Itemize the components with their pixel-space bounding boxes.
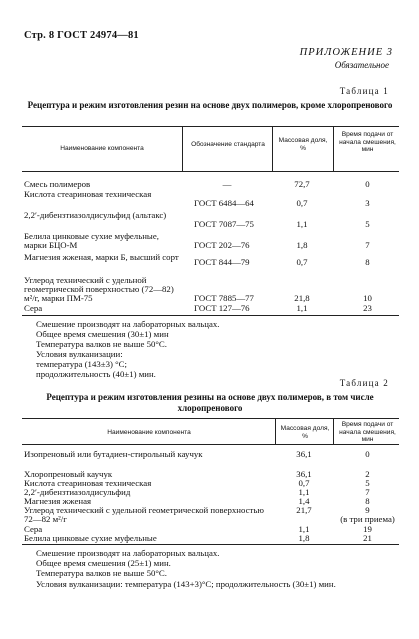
table-row-mass: 1,8	[296, 240, 308, 250]
appendix-title: ПРИЛОЖЕНИЕ 3	[299, 47, 393, 58]
table1-title: Рецептура и режим изготовления резин на основе двух полимеров, кроме хлоропренового	[27, 100, 393, 110]
table-row-name: Изопреновый или бутадиен-стирольный каучук	[24, 449, 203, 459]
table-row-name: Хлоропреновый каучук	[24, 469, 113, 479]
table-row-mass: 1,1	[296, 219, 308, 229]
table2-title: Рецептура и режим изготовления резины на основе двух полимеров, в том числе хлоропренового	[46, 392, 374, 413]
table-row-name: Белила цинковые сухие муфельные, марки БЦО-М	[24, 231, 159, 251]
table-row-mass: 36,1	[296, 449, 312, 459]
table1-bottom-rule	[22, 315, 399, 316]
table1-note: Общее время смешения (30±1) мин	[36, 329, 169, 339]
table1-col-divider	[182, 126, 183, 171]
table1-note: продолжительность (40±1) мин.	[36, 369, 156, 379]
table-row-std: ГОСТ 202—76	[194, 240, 250, 250]
table-row-time: 7	[365, 487, 370, 497]
table-row-time: 9	[365, 505, 370, 515]
table-row-name: Углерод технический с удельной геометрической поверхностью (72—82) м²/г, марки ПМ-75	[24, 275, 174, 304]
table-row-std: ГОСТ 6484—64	[194, 198, 254, 208]
table-row-name: 2,2′-дибензтиазолдисульфид	[24, 487, 131, 497]
page-header: Стр. 8 ГОСТ 24974—81	[24, 30, 139, 41]
table-row-mass: 72,7	[294, 179, 310, 189]
table2-header-name: Наименование компонента	[107, 429, 191, 436]
table-row-name: Сера	[24, 524, 43, 534]
table2-header-mass: Массовая доля, %	[280, 425, 330, 440]
table-row-time: 8	[365, 257, 370, 267]
table1-col-divider	[272, 126, 273, 171]
table1-note: Смешение производят на лабораторных вальцах.	[36, 319, 220, 329]
table-row-std: ГОСТ 127—76	[194, 303, 250, 313]
table2-note: Условия вулканизации: температура (143+3)°С; продолжительность (30±1) мин.	[36, 579, 336, 589]
table2-col-divider	[333, 418, 334, 444]
table1-top-rule	[22, 126, 399, 127]
table1-number: Таблица 1	[339, 86, 389, 96]
table1-note: Температура валков не выше 50°С.	[36, 339, 167, 349]
table1-note: Условия вулканизации:	[36, 349, 123, 359]
table-row-time: 23	[363, 303, 372, 313]
table-row-name: Магнезия жженая, марки Б, высший сорт	[24, 252, 179, 262]
table-row-std: ГОСТ 844—79	[194, 257, 250, 267]
table-row-time: 19	[363, 524, 372, 534]
table-row-time: 8	[365, 496, 370, 506]
table1-header-mass: Массовая доля, %	[278, 137, 328, 152]
table2-col-divider	[275, 418, 276, 444]
table-row-name: Кислота стеариновая техническая	[24, 478, 152, 488]
appendix-status: Обязательное	[334, 60, 389, 70]
table-row-mass: 0,7	[298, 478, 310, 488]
table1-header-std: Обозначение стандарта	[191, 141, 265, 148]
table-row-mass: 1,1	[296, 303, 308, 313]
table-row-time: 3	[365, 198, 370, 208]
table-row-mass: 21,8	[294, 293, 310, 303]
table-row-time: 5	[365, 219, 370, 229]
table-row-name: Кислота стеариновая техническая	[24, 189, 152, 199]
table2-header-time: Время подачи от начала смешения, мин	[339, 421, 396, 444]
table-row-time: 21	[363, 533, 372, 543]
table-row-time: 7	[365, 240, 370, 250]
table-row-name: Углерод технический с удельной геометрической поверхностью 72—82 м²/г	[24, 505, 264, 525]
table-row-mass: 1,1	[298, 524, 310, 534]
table-row-time: 10	[363, 293, 372, 303]
table2-note: Смешение производят на лабораторных вальцах.	[36, 548, 220, 558]
table-row-std: ГОСТ 7087—75	[194, 219, 254, 229]
table1-col-divider	[333, 126, 334, 171]
table-row-name: Сера	[24, 303, 43, 313]
table-row-name: Белила цинковые сухие муфельные	[24, 533, 157, 543]
table-row-name: Смесь полимеров	[24, 179, 91, 189]
table1-header-name: Наименование компонента	[60, 145, 144, 152]
table-row-time: 5	[365, 478, 370, 488]
table-row-time: 2	[365, 469, 370, 479]
table1-header-rule	[22, 171, 399, 172]
table-row-mass: 21,7	[296, 505, 312, 515]
table2-header-rule	[22, 444, 399, 445]
table-row-mass: 1,8	[298, 533, 310, 543]
table-row-mass: 0,7	[296, 257, 308, 267]
table-row-time: 0	[365, 179, 370, 189]
table2-note: Общее время смешения (25±1) мин.	[36, 558, 171, 568]
table-row-std: —	[222, 179, 232, 189]
table-row-mass: 1,1	[298, 487, 310, 497]
table2-top-rule	[22, 418, 399, 419]
table2-note: Температура валков не выше 50°С.	[36, 568, 167, 578]
table-row-name: 2,2′-дибензтиазолдисульфид (альтакс)	[24, 210, 167, 220]
table-row-time: 0	[365, 449, 370, 459]
table-row-mass: 1,4	[298, 496, 310, 506]
table-row-time-note: (в три приема)	[340, 514, 395, 524]
table1-header-time: Время подачи от начала смешения, мин	[339, 131, 396, 154]
table1-note: температура (143±3) °С;	[36, 359, 127, 369]
table-row-std: ГОСТ 7885—77	[194, 293, 254, 303]
table2-bottom-rule	[22, 544, 399, 545]
table2-number: Таблица 2	[339, 378, 389, 388]
table-row-mass: 0,7	[296, 198, 308, 208]
table-row-name: Магнезия жженая	[24, 496, 92, 506]
table-row-mass: 36,1	[296, 469, 312, 479]
